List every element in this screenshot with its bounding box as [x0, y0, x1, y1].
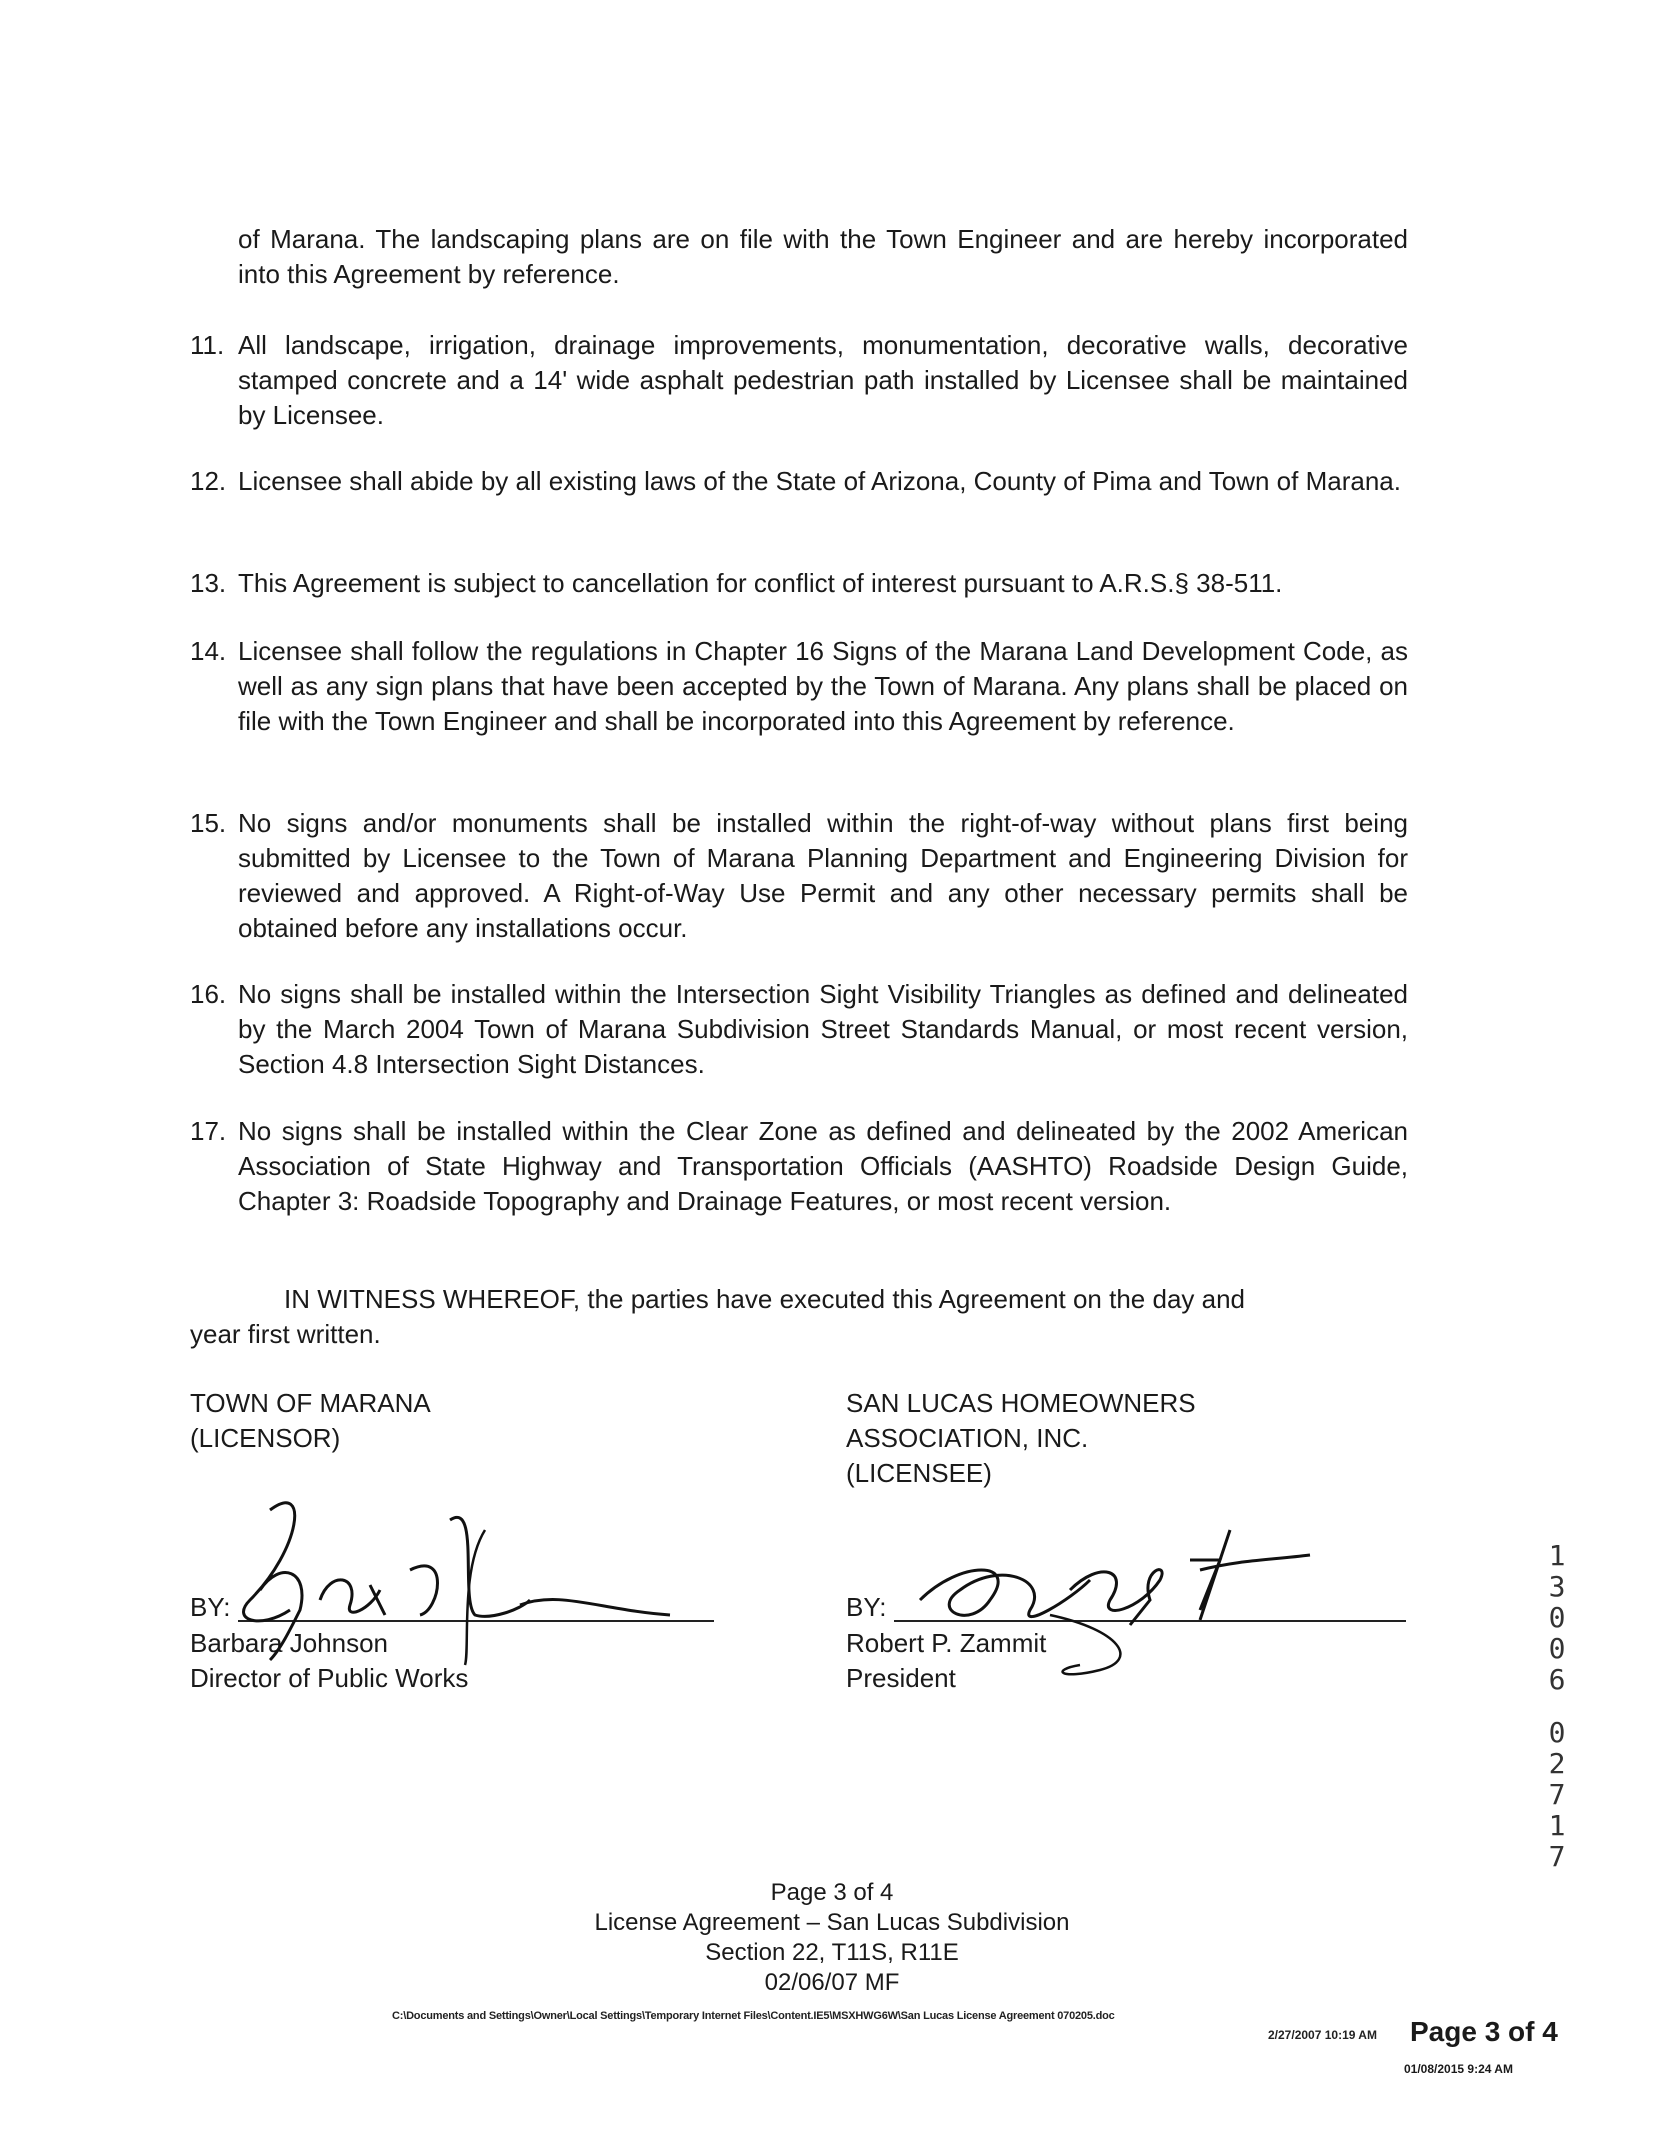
file-timestamp: 2/27/2007 10:19 AM — [1268, 2028, 1377, 2042]
footer-title: License Agreement – San Lucas Subdivision — [594, 1909, 1070, 1936]
clause-text: No signs shall be installed within the Intersection Sight Visibility Triangles as defined and delineated by the March 2004 Town of Marana Subdivision Street Standards Manual, or most recent version, Section 4.8 Intersection Sight Distances. — [238, 979, 1408, 1079]
licensor-signer-name: Barbara Johnson — [190, 1628, 389, 1658]
licensee-role: (LICENSEE) — [846, 1458, 992, 1488]
stamp-digit: 0 — [1548, 1716, 1566, 1749]
licensee-name-line-1: SAN LUCAS HOMEOWNERS — [846, 1388, 1196, 1418]
witness-clause — [190, 1282, 1370, 1352]
witness-line-2: year first written. — [190, 1319, 381, 1349]
stamp-digit: 7 — [1548, 1778, 1566, 1811]
clause-text: This Agreement is subject to cancellation for conflict of interest pursuant to A.R.S.§ 38-511. — [238, 568, 1283, 598]
clause-number: 14. — [190, 636, 227, 666]
stamp-digit: 6 — [1548, 1663, 1566, 1696]
stamp-digit: 0 — [1548, 1601, 1566, 1634]
clause-text: No signs shall be installed within the Clear Zone as defined and delineated by the 2002 American Association of State Highway and Transportation Officials (AASHTO) Roadside Design Guide, Chapter 3: Roadside Topography and Drainage Features, or most recent version. — [238, 1116, 1408, 1216]
clause-12 — [190, 464, 1408, 499]
stamp-digit: 0 — [1548, 1632, 1566, 1665]
clause-number: 17. — [190, 1116, 227, 1146]
licensee-name-line-2: ASSOCIATION, INC. — [846, 1423, 1089, 1453]
file-path: C:\Documents and Settings\Owner\Local Settings\Temporary Internet Files\Content.IE5\MSXHWG6W\San Lucas License Agreement 070205.doc — [392, 2010, 1115, 2022]
licensor-signer-title: Director of Public Works — [190, 1663, 469, 1693]
clause-number: 15. — [190, 808, 227, 838]
clause-14 — [190, 634, 1408, 739]
clause-text: Licensee shall abide by all existing laws of the State of Arizona, County of Pima and Town of Marana. — [238, 466, 1401, 496]
stamp-digit: 1 — [1548, 1539, 1566, 1572]
licensee-by-label: BY: — [846, 1592, 887, 1622]
clause-16 — [190, 977, 1408, 1082]
clause-15 — [190, 806, 1408, 946]
licensor-name: TOWN OF MARANA — [190, 1388, 431, 1418]
clause-number: 16. — [190, 979, 227, 1009]
footer-section: Section 22, T11S, R11E — [705, 1939, 959, 1966]
clause-number: 11. — [190, 330, 225, 360]
licensor-role: (LICENSOR) — [190, 1423, 341, 1453]
witness-line-1: IN WITNESS WHEREOF, the parties have executed this Agreement on the day and — [284, 1284, 1246, 1314]
footer-page-number: Page 3 of 4 — [770, 1879, 894, 1906]
licensee-block — [846, 1386, 1196, 1491]
clause-number: 12. — [190, 466, 227, 496]
print-date: 01/08/2015 9:24 AM — [1404, 2062, 1513, 2076]
licensor-signature — [220, 1490, 680, 1670]
stamp-digit: 2 — [1548, 1747, 1566, 1780]
licensee-signer-title: President — [846, 1663, 956, 1693]
stamp-spacer — [1546, 1695, 1568, 1717]
licensor-block — [190, 1386, 431, 1456]
clause-11 — [190, 328, 1408, 433]
stamp-digit: 7 — [1548, 1840, 1566, 1873]
clause-text: No signs and/or monuments shall be installed within the right-of-way without plans first being submitted by Licensee to the Town of Marana Planning Department and Engineering Division for reviewed and approved. A Right-of-Way Use Permit and any other necessary permits shall be obtained before any installations occur. — [238, 808, 1408, 943]
stamp-digit: 3 — [1548, 1570, 1566, 1603]
recording-number-stamp — [1546, 1540, 1568, 1872]
clause-text: Licensee shall follow the regulations in Chapter 16 Signs of the Marana Land Development Code, as well as any sign plans that have been accepted by the Town of Marana. Any plans shall be placed on file with the Town Engineer and shall be incorporated into this Agreement by reference. — [238, 636, 1408, 736]
licensee-signature — [900, 1520, 1320, 1690]
page-stamp: Page 3 of 4 — [1410, 2016, 1558, 2047]
clause-text: All landscape, irrigation, drainage improvements, monumentation, decorative walls, decorative stamped concrete and a 14' wide asphalt pedestrian path installed by Licensee shall be maintained by Licensee. — [238, 330, 1408, 430]
clause-number: 13. — [190, 568, 227, 598]
intro-paragraph: of Marana. The landscaping plans are on file with the Town Engineer and are hereby incorporated into this Agreement by reference. — [238, 224, 1408, 289]
footer-date: 02/06/07 MF — [764, 1969, 900, 1996]
stamp-digit: 1 — [1548, 1809, 1566, 1842]
clause-13 — [190, 566, 1408, 601]
licensor-by-label: BY: — [190, 1592, 231, 1622]
licensee-signer-name: Robert P. Zammit — [846, 1628, 1047, 1658]
clause-17 — [190, 1114, 1408, 1219]
